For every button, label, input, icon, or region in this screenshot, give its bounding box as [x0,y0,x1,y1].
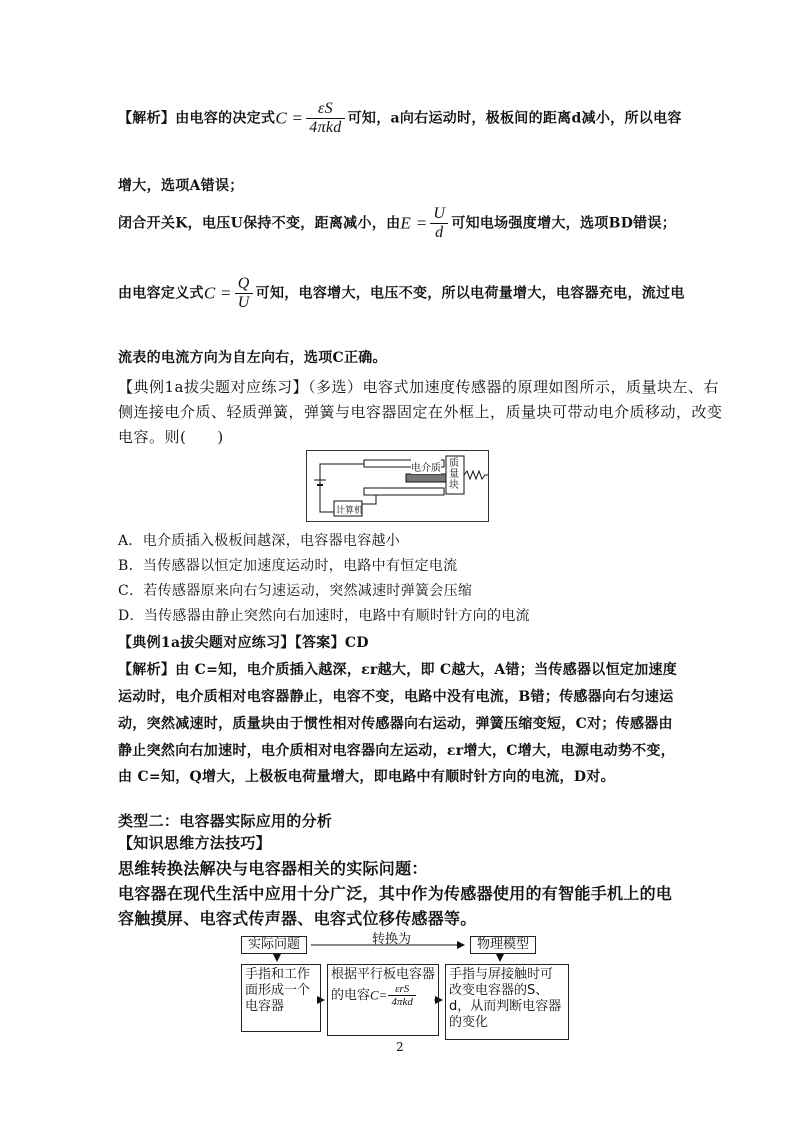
section2-line3: 容触摸屏、电容式传声器、电容式位移传感器等。 [118,909,477,928]
example-question-line3: 电容。则( ) [118,428,224,446]
example-analysis-line4: 静止突然向右加速时，电介质相对电容器向左运动，εr增大，C增大，电源电动势不变， [118,743,676,759]
example-question-line1: 【典例1a拔尖题对应练习】（多选）电容式加速度传感器的原理如图所示，质量块左、右 [118,378,719,396]
capacitor-bottom-plate [364,488,444,495]
spring [464,471,488,479]
example-analysis-line2: 运动时，电介质相对电容器静止，电容不变，电路中没有电流，B错；传感器向右匀速运 [118,689,674,705]
circuit-wire-down [362,495,376,504]
formula-cq-lhs: C = [203,283,232,303]
example-analysis-line5: 由 C=知，Q增大，上极板电荷量增大，即电路中有顺时针方向的电流，D对。 [118,769,615,785]
flow-diagram [232,928,592,1048]
box2-text: 根据平行板电容器的电容 [331,967,436,1003]
analysis1-line3-post: 可知电场强度增大，选项BD错误； [451,215,677,232]
page-number: 2 [396,1040,404,1054]
analysis1-line4-post: 可知，电容增大，电压不变，所以电荷量增大，电容器充电，流过电 [255,285,685,302]
box2-formula-fraction [388,983,415,1008]
box2-formula-numerator: εrS [395,983,410,995]
analysis1-line3 [118,205,676,242]
analysis1-line1-pre: 【解析】由电容的决定式 [118,110,276,127]
sensor-figure [306,450,489,522]
physics-model-box: 物理模型 [470,936,536,954]
analysis1-line1 [118,100,682,137]
box2-formula-lhs: C= [370,987,388,1003]
formula-cq-denominator: U [235,293,253,312]
analysis1-line3-pre: 闭合开关K，电压U保持不变，距离减小，由 [118,215,401,232]
finger-capacitor-box: 手指和工作面形成一个电容器 [241,964,321,1032]
computer-label: 计算机 [336,506,364,516]
option-c: C．若传感器原来向右匀速运动，突然减速时弹簧会压缩 [118,583,473,599]
box2-formula-denominator: 4πkd [388,995,415,1008]
dielectric-label: 电介质 [411,459,441,474]
real-problem-box: 实际问题 [241,936,307,954]
formula-c-denominator: 4πkd [306,118,344,137]
analysis1-line4 [118,275,685,312]
formula-e-denominator: d [430,223,448,242]
dielectric-slab [406,474,446,482]
formula-c-lhs: C = [275,108,304,128]
analysis1-line4-pre: 由电容定义式 [118,285,204,302]
section2-title: 类型二：电容器实际应用的分析 [118,812,333,830]
example-answer: 【典例1a拔尖题对应练习】【答案】CD [118,635,369,651]
example-analysis-line3: 动，突然减速时，质量块由于惯性相对传感器向右运动，弹簧压缩变短，C对；传感器由 [118,716,673,732]
formula-e-numerator: U [433,205,446,222]
formula-cq-fraction [235,275,253,312]
analysis1-line1-post: 可知，a向右运动时，极板间的距离d减小，所以电容 [347,110,682,127]
formula-c-numerator: εS [317,100,333,117]
mass-label: 质量块 [449,458,459,491]
formula-cq-numerator: Q [237,275,250,292]
section2-line1: 思维转换法解决与电容器相关的实际问题： [118,859,428,878]
sensor-diagram [306,450,489,522]
option-b: B．当传感器以恒定加速度运动时，电路中有恒定电流 [118,558,458,574]
section2-subtitle: 【知识思维方法技巧】 [118,834,272,852]
convert-label: 转换为 [372,932,412,947]
formula-c-fraction [306,100,344,137]
touch-change-box: 手指与屏接触时可改变电容器的S、d，从而判断电容器的变化 [445,964,569,1040]
parallel-plate-box [327,964,439,1036]
example-analysis-line1: 【解析】由 C=知，电介质插入越深，εr越大，即 C越大，A错；当传感器以恒定加速度 [118,662,678,678]
option-d: D．当传感器由静止突然向右加速时，电路中有顺时针方向的电流 [118,608,530,624]
analysis1-line2: 增大，选项A错误； [118,178,244,194]
formula-e-fraction [430,205,448,242]
option-a: A．电介质插入极板间越深，电容器电容越小 [118,533,401,549]
section2-line2: 电容器在现代生活中应用十分广泛，其中作为传感器使用的有智能手机上的电 [118,884,673,903]
analysis1-line5: 流表的电流方向为自左向右，选项C正确。 [118,350,387,366]
formula-e-lhs: E = [400,213,428,233]
example-question-line2: 侧连接电介质、轻质弹簧，弹簧与电容器固定在外框上，质量块可带动电介质移动，改变 [118,403,723,421]
